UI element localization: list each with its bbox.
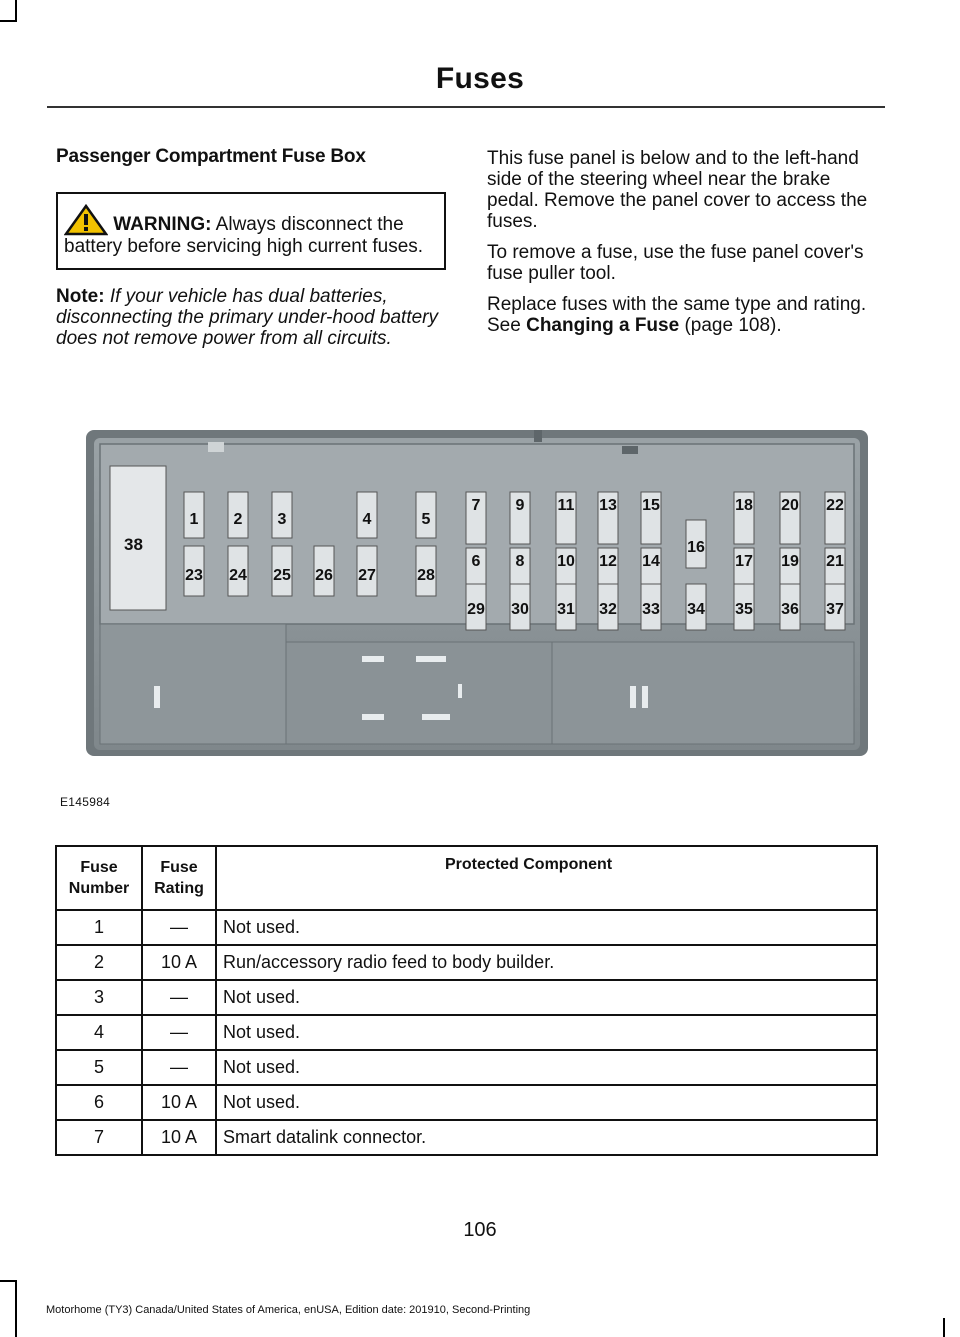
fuse-rating-cell: —: [142, 1050, 216, 1085]
fuse-rating-cell: 10 A: [142, 945, 216, 980]
figure-code: E145984: [60, 795, 111, 809]
table-header-row: [56, 846, 877, 910]
fuse-box-diagram: [86, 424, 868, 764]
fuse-rating-cell: —: [142, 1015, 216, 1050]
note: [56, 286, 446, 349]
fuse-table: [55, 845, 878, 1156]
fuse-label-29: 29: [467, 601, 485, 618]
fuse-number-cell: 3: [56, 980, 142, 1015]
fuse-rating-cell: 10 A: [142, 1120, 216, 1155]
warning-text: Always disconnect the battery before servicing high current fuses.: [64, 214, 424, 257]
fuse-number-cell: 1: [56, 910, 142, 945]
fuse-number-cell: 5: [56, 1050, 142, 1085]
protected-component-cell: Not used.: [216, 980, 877, 1015]
fuse-number-cell: 7: [56, 1120, 142, 1155]
table-row: [56, 1015, 877, 1050]
fuse-rating-cell: —: [142, 980, 216, 1015]
fuse-label-28: 28: [417, 567, 435, 584]
fuse-label-32: 32: [599, 601, 617, 618]
fuse-label-2: 2: [233, 511, 243, 528]
table-row: [56, 1120, 877, 1155]
replace-text: Replace fuses with the same type and rating. See: [487, 294, 867, 336]
protected-component-cell: Not used.: [216, 1050, 877, 1085]
fuse-label-19: 19: [781, 553, 799, 570]
changing-a-fuse-link[interactable]: Changing a Fuse: [526, 315, 680, 336]
fuse-number-cell: 2: [56, 945, 142, 980]
paragraph-location: This fuse panel is below and to the left-hand side of the steering wheel near the brake pedal. Remove the panel cover to access the fuses.: [487, 148, 868, 232]
crop-mark: [15, 1280, 17, 1337]
fuse-label-8: 8: [515, 553, 525, 570]
column-header-protected-component: Protected Component: [216, 846, 877, 910]
table-row: [56, 1050, 877, 1085]
protected-component-cell: Not used.: [216, 1015, 877, 1050]
fuse-label-5: 5: [421, 511, 431, 528]
fuse-label-16: 16: [687, 539, 705, 556]
fuse-label-37: 37: [826, 601, 844, 618]
fuse-label-4: 4: [362, 511, 372, 528]
paragraph-replace: [487, 294, 882, 336]
fuse-label-27: 27: [358, 567, 376, 584]
fuse-label-11: 11: [557, 497, 575, 514]
fuse-label-26: 26: [315, 567, 333, 584]
fuse-label-22: 22: [826, 497, 844, 514]
left-column: [56, 146, 446, 349]
fuse-label-3: 3: [277, 511, 287, 528]
paragraph-removal: To remove a fuse, use the fuse panel cover's fuse puller tool.: [487, 242, 864, 284]
fuse-label-20: 20: [781, 497, 799, 514]
warning-box: [56, 192, 446, 270]
fuse-label-23: 23: [185, 567, 203, 584]
fuse-label-14: 14: [642, 553, 660, 570]
table-row: [56, 1085, 877, 1120]
fuse-label-33: 33: [642, 601, 660, 618]
protected-component-cell: Not used.: [216, 910, 877, 945]
fuse-label-7: 7: [471, 497, 481, 514]
fuse-label-12: 12: [599, 553, 617, 570]
fuse-rating-cell: —: [142, 910, 216, 945]
column-header-fuse-number: Fuse Number: [56, 846, 142, 910]
section-title: Passenger Compartment Fuse Box: [56, 146, 366, 167]
page-number: 106: [463, 1219, 497, 1241]
fuse-number-cell: 4: [56, 1015, 142, 1050]
table-row: [56, 910, 877, 945]
fuse-number-cell: 6: [56, 1085, 142, 1120]
page-header-title: Fuses: [435, 62, 525, 95]
fuse-label-38: 38: [124, 535, 143, 554]
table-row: [56, 980, 877, 1015]
note-label: Note:: [56, 286, 105, 307]
fuse-label-34: 34: [687, 601, 705, 618]
warning-label: WARNING:: [113, 214, 212, 235]
page-footer: Motorhome (TY3) Canada/United States of America, enUSA, Edition date: 201910, Second-Printing: [46, 1304, 531, 1316]
column-header-fuse-rating: Fuse Rating: [142, 846, 216, 910]
fuse-label-30: 30: [511, 601, 529, 618]
fuse-label-15: 15: [642, 497, 660, 514]
protected-component-cell: Smart datalink connector.: [216, 1120, 877, 1155]
fuse-label-24: 24: [229, 567, 247, 584]
warning-triangle-icon: [64, 204, 108, 236]
fuse-label-35: 35: [735, 601, 753, 618]
fuse-label-21: 21: [826, 553, 844, 570]
page-reference: (page 108).: [684, 315, 782, 336]
protected-component-cell: Not used.: [216, 1085, 877, 1120]
fuse-rating-cell: 10 A: [142, 1085, 216, 1120]
crop-mark: [943, 1318, 945, 1337]
table-row: [56, 945, 877, 980]
crop-mark: [0, 20, 17, 22]
fuse-label-31: 31: [557, 601, 575, 618]
right-column: [487, 148, 882, 346]
fuse-label-10: 10: [557, 553, 575, 570]
fuse-label-36: 36: [781, 601, 799, 618]
fuse-label-25: 25: [273, 567, 291, 584]
fuse-label-1: 1: [189, 511, 199, 528]
fuse-label-13: 13: [599, 497, 617, 514]
fuse-label-17: 17: [735, 553, 753, 570]
crop-mark: [15, 0, 17, 22]
protected-component-cell: Run/accessory radio feed to body builder.: [216, 945, 877, 980]
fuse-label-9: 9: [515, 497, 525, 514]
header-rule: [47, 106, 885, 108]
note-text: If your vehicle has dual batteries, disconnecting the primary under-hood battery does not remove power from all circuits.: [56, 286, 438, 349]
fuse-label-6: 6: [471, 553, 481, 570]
crop-mark: [0, 1280, 17, 1282]
fuse-label-18: 18: [735, 497, 753, 514]
